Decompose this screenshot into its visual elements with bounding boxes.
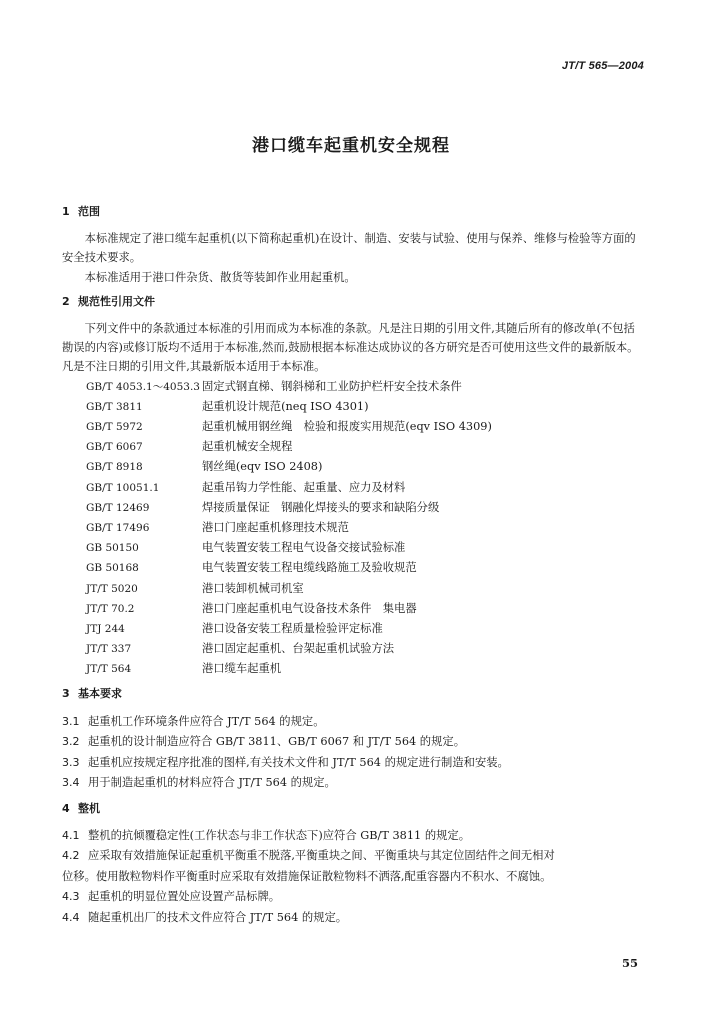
section-number: 3 [62,687,70,701]
clause-text: 起重机的设计制造应符合 GB/T 3811、GB/T 6067 和 JT/T 564 的规定。 [88,735,465,749]
clause-4-3 [62,887,640,908]
reference-title: 电气装置安装工程电缆线路施工及验收规范 [202,561,417,575]
reference-code: JTJ 244 [86,622,125,635]
reference-title: 港口门座起重机电气设备技术条件 集电器 [202,601,417,615]
clause-text: 起重机的明显位置处应设置产品标牌。 [88,890,281,904]
reference-title: 港口设备安装工程质量检验评定标准 [202,621,383,635]
clause-number: 3.1 [62,714,80,728]
reference-code: JT/T 564 [86,663,132,676]
standard-code: JT/T 565—2004 [561,60,644,72]
clause-text: 整机的抗倾覆稳定性(工作状态与非工作状态下)应符合 GB/T 3811 的规定。 [88,828,471,842]
clause-3-1 [62,712,640,733]
normative-references-intro: 下列文件中的条款通过本标准的引用而成为本标准的条款。凡是注日期的引用文件,其随后所有的修改单(不包括勘误的内容)或修订版均不适用于本标准,然而,鼓励根据本标准达成协议的各方研究是否可使用这些文件的最新版本。凡是不注日期的引用文件,其最新版本适用于本标准。 [62,322,639,374]
clause-text: 随起重机出厂的技术文件应符合 JT/T 564 的规定。 [88,910,348,924]
reference-item [62,417,640,437]
reference-code: JT/T 70.2 [86,602,135,615]
section-1-heading [62,202,640,221]
section-title: 基本要求 [78,687,122,701]
section-title: 整机 [78,801,100,815]
clause-3-3 [62,753,640,774]
reference-item [62,518,640,538]
reference-item [62,639,640,659]
clause-number: 4.3 [62,890,80,904]
clause-text: 起重机应按规定程序批准的图样,有关技术文件和 JT/T 564 的规定进行制造和安装。 [88,755,509,769]
reference-item [62,659,640,679]
reference-item [62,397,640,417]
reference-title: 港口固定起重机、台架起重机试验方法 [202,642,395,656]
reference-code: GB/T 4053.1～4053.3 [86,380,200,393]
section-2-heading [62,292,640,311]
reference-title: 钢丝绳(eqv ISO 2408) [202,460,323,474]
reference-item [62,377,640,397]
document-title: 港口缆车起重机安全规程 [252,136,450,156]
reference-item [62,478,640,498]
clause-number: 3.2 [62,735,80,749]
page-number: 55 [621,956,638,970]
section-3-heading [62,684,640,703]
reference-item [62,498,640,518]
reference-title: 港口缆车起重机 [202,662,282,676]
reference-title: 电气装置安装工程电气设备交接试验标准 [202,541,406,555]
reference-item [62,457,640,477]
clause-4-2-first-line [62,846,640,867]
reference-code: JT/T 5020 [86,582,138,595]
clause-number: 4.2 [62,849,80,863]
section-title: 规范性引用文件 [78,294,155,308]
clause-text-line-2: 位移。使用散粒物料作平衡重时应采取有效措施保证散粒物料不洒落,配重容器内不积水、不腐蚀。 [62,869,552,883]
reference-item [62,579,640,599]
reference-code: GB/T 12469 [86,501,150,514]
clause-3-2 [62,732,640,753]
reference-item [62,437,640,457]
clause-text: 用于制造起重机的材料应符合 JT/T 564 的规定。 [88,776,336,790]
reference-title: 焊接质量保证 钢融化焊接头的要求和缺陷分级 [202,500,440,514]
scope-paragraph-1: 本标准规定了港口缆车起重机(以下简称起重机)在设计、制造、安装与试验、使用与保养、维修与检验等方面的安全技术要求。 [62,232,636,265]
reference-code: GB 50168 [86,562,139,575]
clause-number: 3.3 [62,755,80,769]
section-number: 1 [62,205,70,218]
section-number: 4 [62,801,70,815]
reference-item [62,599,640,619]
reference-item [62,619,640,639]
reference-title: 港口门座起重机修理技术规范 [202,520,349,534]
clause-text-line-1: 应采取有效措施保证起重机平衡重不脱落,平衡重块之间、平衡重块与其定位固结件之间无相对 [88,849,555,863]
reference-code: GB/T 6067 [86,441,143,454]
reference-code: GB/T 8918 [86,461,143,474]
reference-list [62,377,640,680]
reference-title: 起重机设计规范(neq ISO 4301) [202,399,369,413]
reference-item [62,538,640,558]
clause-4-2 [62,846,640,887]
reference-title: 起重机械安全规程 [202,440,293,454]
reference-code: GB/T 3811 [86,400,143,413]
reference-code: GB/T 5972 [86,421,143,433]
reference-code: GB/T 10051.1 [86,481,160,494]
reference-code: JT/T 337 [86,643,132,656]
scope-paragraph-2: 本标准适用于港口件杂货、散货等装卸作业用起重机。 [84,270,356,284]
clause-number: 4.1 [62,828,80,842]
section-title: 范围 [78,205,100,218]
section-number: 2 [62,294,70,308]
reference-code: GB/T 17496 [86,521,150,534]
section-4-heading [62,799,640,818]
clause-number: 4.4 [62,910,80,924]
document-body [62,202,640,928]
reference-title: 固定式钢直梯、钢斜梯和工业防护栏杆安全技术条件 [202,379,462,393]
reference-code: GB 50150 [86,542,139,555]
reference-title: 起重吊钩力学性能、起重量、应力及材料 [202,480,406,494]
clause-text: 起重机工作环境条件应符合 JT/T 564 的规定。 [88,714,325,728]
clause-number: 3.4 [62,776,80,790]
reference-item [62,558,640,578]
clause-4-1 [62,826,640,847]
clause-3-4 [62,773,640,794]
reference-title: 港口装卸机械司机室 [202,581,304,595]
reference-title: 起重机械用钢丝绳 检验和报废实用规范(eqv ISO 4309) [202,420,492,433]
clause-4-4 [62,908,640,929]
